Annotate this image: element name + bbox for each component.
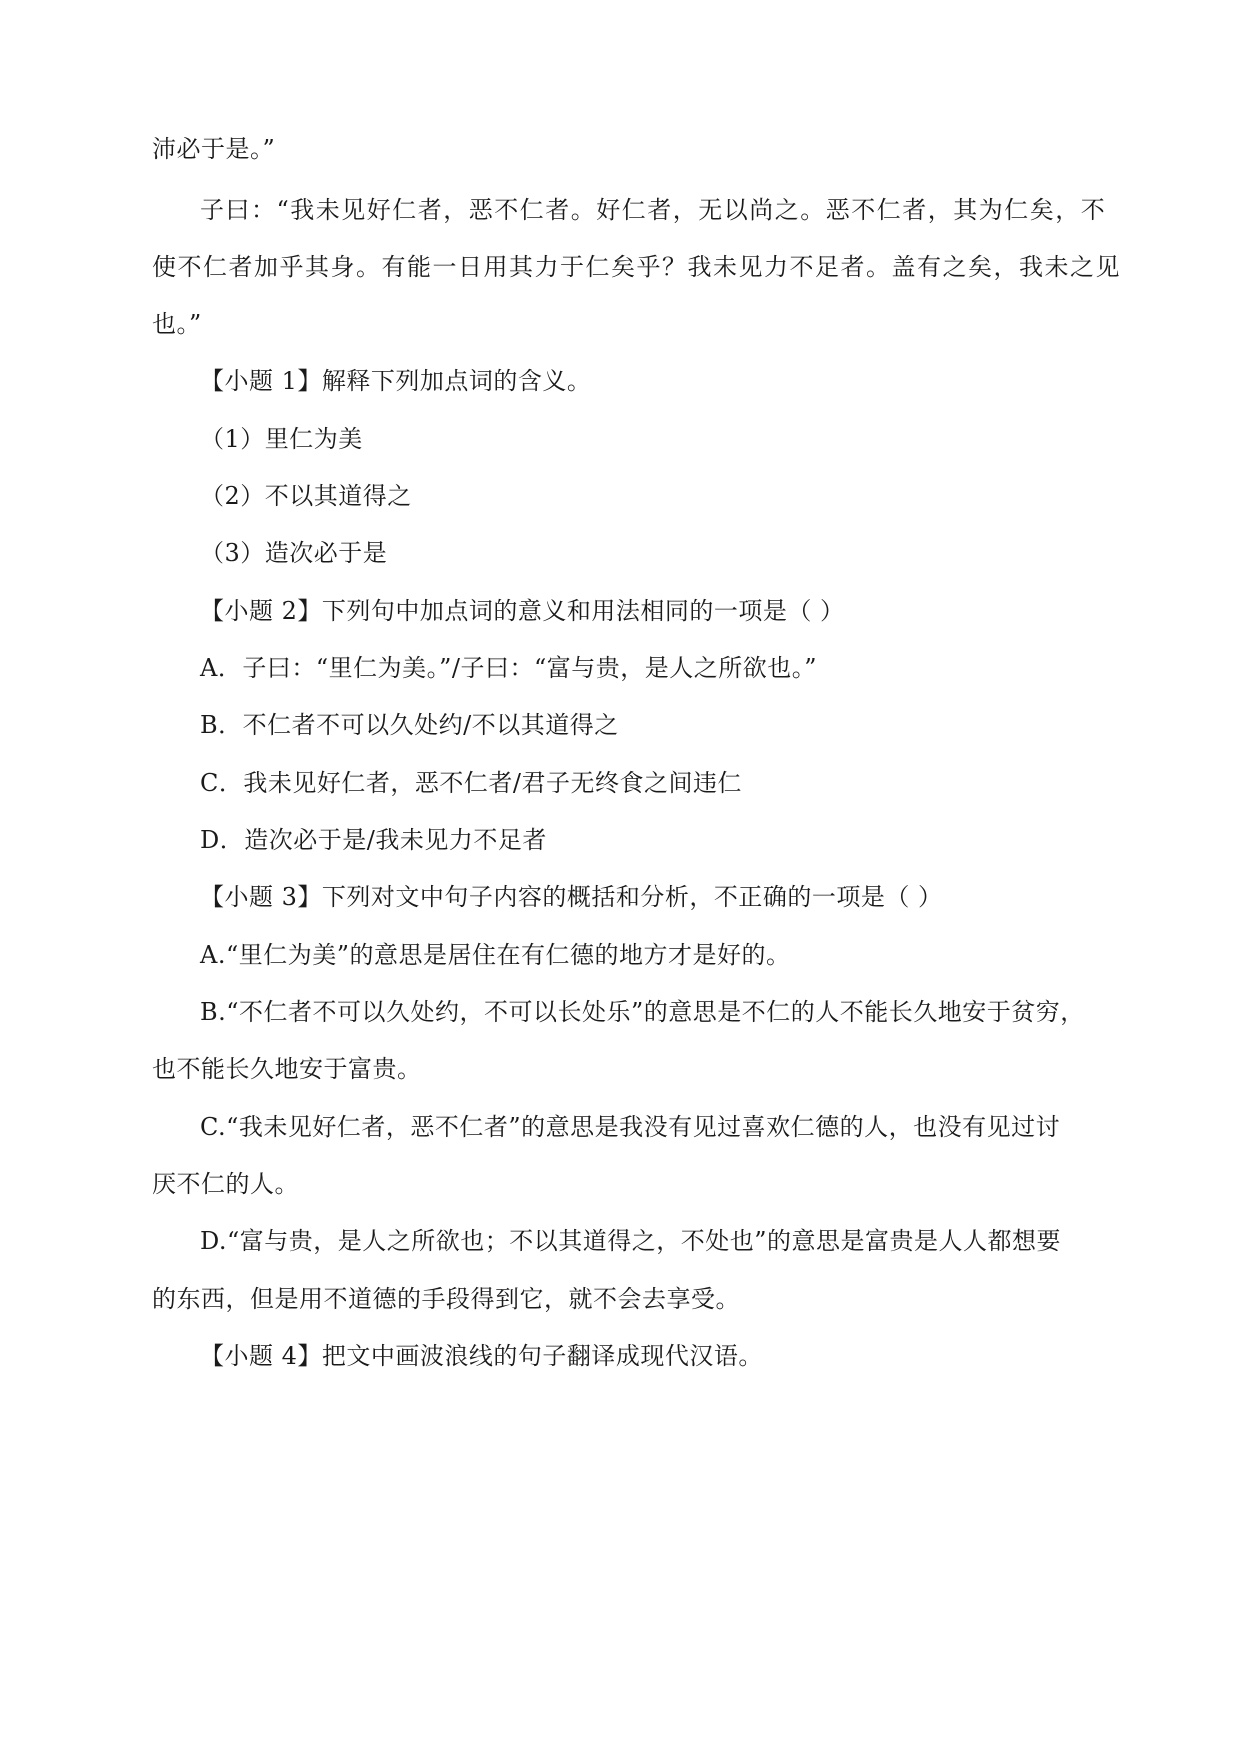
- question-1-heading: 【小题 1】解释下列加点词的含义。: [200, 367, 592, 395]
- passage-line-1: 沛必于是。”: [152, 135, 276, 163]
- question-2-option-a: A．子曰：“里仁为美。”/子曰：“富与贵，是人之所欲也。”: [200, 654, 817, 682]
- question-1-item-3: （3）造次必于是: [200, 539, 388, 567]
- question-4-heading: 【小题 4】把文中画波浪线的句子翻译成现代汉语。: [200, 1342, 763, 1370]
- passage-paragraph-start: 子曰：“我未见好仁者，恶不仁者。好仁者，无以尚之。恶不仁者，其为仁矣，不: [200, 196, 1107, 224]
- passage-line-3: 使不仁者加乎其身。有能一日用其力于仁矣乎？我未见力不足者。盖有之矣，我未之见: [152, 253, 1121, 281]
- question-3-heading: 【小题 3】下列对文中句子内容的概括和分析，不正确的一项是（ ）: [200, 883, 943, 911]
- question-3-option-d: D.“富与贵，是人之所欲也；不以其道得之，不处也”的意思是富贵是人人都想要: [200, 1227, 1062, 1255]
- question-1-item-1: （1）里仁为美: [200, 425, 363, 453]
- question-3-option-d-cont: 的东西，但是用不道德的手段得到它，就不会去享受。: [152, 1285, 740, 1313]
- question-3-option-b-cont: 也不能长久地安于富贵。: [152, 1055, 422, 1083]
- question-1-item-2: （2）不以其道得之: [200, 482, 412, 510]
- question-2-option-b: B．不仁者不可以久处约/不以其道得之: [200, 711, 619, 739]
- question-3-option-c: C.“我未见好仁者，恶不仁者”的意思是我没有见过喜欢仁德的人，也没有见过讨: [200, 1113, 1061, 1141]
- question-3-option-a: A.“里仁为美”的意思是居住在有仁德的地方才是好的。: [200, 941, 791, 969]
- question-2-option-c: C．我未见好仁者，恶不仁者/君子无终食之间违仁: [200, 769, 742, 797]
- passage-line-4: 也。”: [152, 310, 202, 338]
- question-3-option-c-cont: 厌不仁的人。: [152, 1170, 299, 1198]
- question-2-heading: 【小题 2】下列句中加点词的意义和用法相同的一项是（ ）: [200, 597, 845, 625]
- question-3-option-b: B.“不仁者不可以久处约，不可以长处乐”的意思是不仁的人不能长久地安于贫穷，: [200, 998, 1085, 1026]
- question-2-option-d: D．造次必于是/我未见力不足者: [200, 826, 547, 854]
